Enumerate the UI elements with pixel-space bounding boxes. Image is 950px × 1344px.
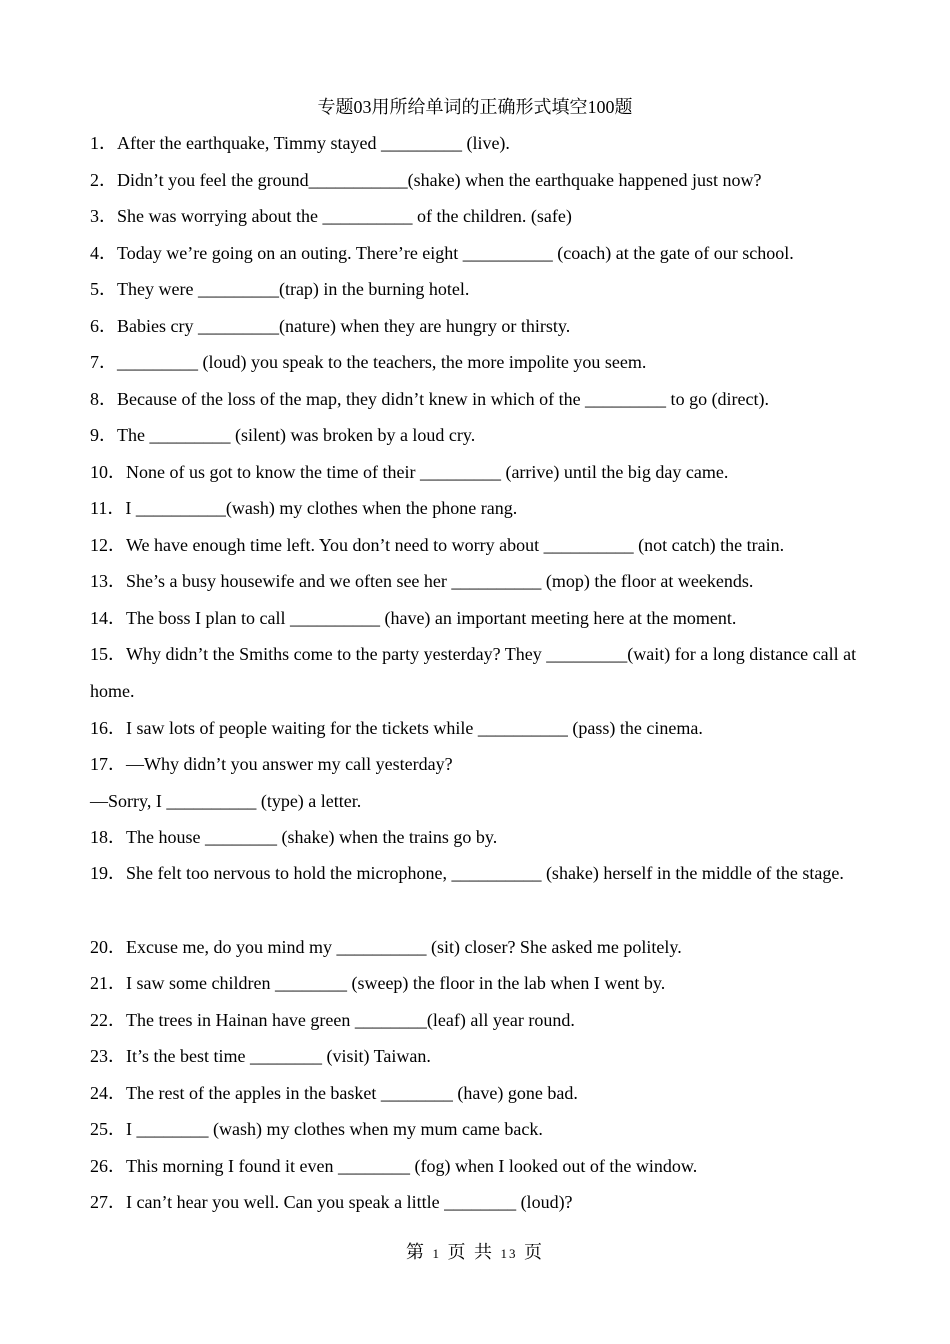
question-number: 13．	[90, 571, 126, 591]
question-26	[90, 1155, 870, 1177]
question-number: 26．	[90, 1156, 126, 1176]
question-8	[90, 388, 870, 410]
question-number: 27．	[90, 1192, 126, 1212]
question-text: Babies cry _________(nature) when they are hungry or thirsty.	[117, 316, 571, 336]
question-number: 21．	[90, 973, 126, 993]
question-27	[90, 1191, 870, 1213]
question-3	[90, 205, 870, 227]
question-25	[90, 1118, 870, 1140]
footer-suffix: 页	[524, 1242, 544, 1262]
question-1	[90, 132, 870, 154]
footer-middle: 页 共	[447, 1242, 494, 1262]
question-number: 9．	[90, 425, 117, 445]
question-number: 22．	[90, 1010, 126, 1030]
question-text: I saw lots of people waiting for the tickets while __________ (pass) the cinema.	[126, 718, 703, 738]
question-text: The trees in Hainan have green ________(leaf) all year round.	[126, 1010, 575, 1030]
question-20	[90, 936, 870, 958]
question-number: 25．	[90, 1119, 126, 1139]
question-number: 18．	[90, 827, 126, 847]
question-number: 10．	[90, 462, 126, 482]
question-text: Why didn’t the Smiths come to the party yesterday? They _________(wait) for a long distance call at home.	[90, 644, 857, 701]
question-number: 4．	[90, 243, 117, 263]
question-text: The rest of the apples in the basket ________ (have) gone bad.	[126, 1083, 578, 1103]
question-text: Excuse me, do you mind my __________ (sit) closer? She asked me politely.	[126, 937, 682, 957]
question-5	[90, 278, 870, 300]
question-number: 6．	[90, 316, 117, 336]
question-number: 12．	[90, 535, 126, 555]
question-21	[90, 972, 870, 994]
question-text: She felt too nervous to hold the microphone, __________ (shake) herself in the middle of the stage.	[126, 863, 844, 883]
question-text: She was worrying about the __________ of the children. (safe)	[117, 206, 572, 226]
question-text: I can’t hear you well. Can you speak a little ________ (loud)?	[126, 1192, 573, 1212]
question-11	[90, 497, 870, 519]
question-14	[90, 607, 870, 629]
question-4	[90, 242, 870, 264]
question-number: 24．	[90, 1083, 126, 1103]
question-number: 19．	[90, 863, 126, 883]
question-text: She’s a busy housewife and we often see her __________ (mop) the floor at weekends.	[126, 571, 754, 591]
question-number: 11．	[90, 498, 126, 518]
question-10	[90, 461, 870, 483]
question-17-reply: —Sorry, I __________ (type) a letter.	[90, 791, 362, 811]
question-text: After the earthquake, Timmy stayed _________ (live).	[117, 133, 510, 153]
question-12	[90, 534, 870, 556]
question-text: The house ________ (shake) when the trains go by.	[126, 827, 498, 847]
question-text: The boss I plan to call __________ (have) an important meeting here at the moment.	[126, 608, 737, 628]
question-number: 16．	[90, 718, 126, 738]
footer-total-pages: 13	[500, 1246, 518, 1261]
question-number: 23．	[90, 1046, 126, 1066]
question-text: None of us got to know the time of their _________ (arrive) until the big day came.	[126, 462, 729, 482]
question-17	[90, 753, 870, 775]
question-text: This morning I found it even ________ (fog) when I looked out of the window.	[126, 1156, 698, 1176]
question-text: Because of the loss of the map, they didn’t knew in which of the _________ to go (direct).	[117, 389, 770, 409]
question-number: 17．	[90, 754, 126, 774]
question-text: —Why didn’t you answer my call yesterday?	[126, 754, 453, 774]
question-number: 2．	[90, 170, 117, 190]
document-title: 专题03用所给单词的正确形式填空100题	[317, 97, 633, 117]
question-text: I __________(wash) my clothes when the phone rang.	[125, 498, 518, 518]
question-number: 5．	[90, 279, 117, 299]
question-text: I saw some children ________ (sweep) the floor in the lab when I went by.	[126, 973, 666, 993]
question-15	[90, 636, 860, 709]
question-text: We have enough time left. You don’t need to worry about __________ (not catch) the train.	[126, 535, 785, 555]
question-number: 15．	[90, 644, 126, 664]
question-text: It’s the best time ________ (visit) Taiwan.	[126, 1046, 431, 1066]
question-text: The _________ (silent) was broken by a loud cry.	[117, 425, 476, 445]
question-19	[90, 855, 860, 892]
question-number: 1．	[90, 133, 117, 153]
question-text: They were _________(trap) in the burning hotel.	[117, 279, 470, 299]
footer-prefix: 第	[406, 1242, 426, 1262]
question-text: _________ (loud) you speak to the teachers, the more impolite you seem.	[117, 352, 647, 372]
question-text: Today we’re going on an outing. There’re eight __________ (coach) at the gate of our school.	[117, 243, 794, 263]
question-text: I ________ (wash) my clothes when my mum came back.	[126, 1119, 543, 1139]
question-number: 14．	[90, 608, 126, 628]
question-13	[90, 570, 870, 592]
question-24	[90, 1082, 870, 1104]
question-6	[90, 315, 870, 337]
question-number: 3．	[90, 206, 117, 226]
question-number: 8．	[90, 389, 117, 409]
question-16	[90, 717, 870, 739]
question-18	[90, 826, 870, 848]
question-2	[90, 169, 870, 191]
question-9	[90, 424, 870, 446]
question-text: Didn’t you feel the ground___________(shake) when the earthquake happened just now?	[117, 170, 762, 190]
question-7	[90, 351, 870, 373]
question-23	[90, 1045, 870, 1067]
question-number: 20．	[90, 937, 126, 957]
footer-page-number: 1	[432, 1246, 441, 1261]
question-number: 7．	[90, 352, 117, 372]
question-22	[90, 1009, 870, 1031]
page-footer	[0, 1240, 950, 1266]
